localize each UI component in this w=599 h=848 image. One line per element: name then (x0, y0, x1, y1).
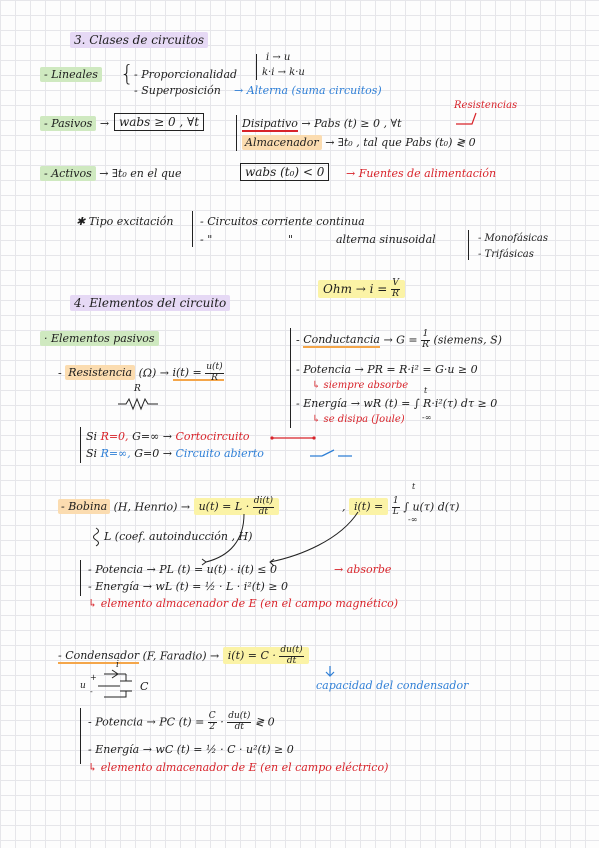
cap-sym-minus: - (90, 687, 93, 696)
almacenador-line: Almacenador → ∃t₀ , tal que Pabs (t₀) ≷ 0 (242, 137, 476, 148)
bobina-int-bot: -∞ (408, 515, 418, 524)
energia-r-top: t (424, 386, 428, 395)
energia-r: - Energía → wR (t) = ∫ R·i²(τ) dτ ≥ 0 (296, 397, 498, 410)
open-switch-icon (310, 450, 352, 456)
pasivos-label: - Pasivos → (40, 118, 109, 129)
resistencia-line: - Resistencia (Ω) → i(t) = $\frac{u(t)}{R}$ (58, 362, 223, 383)
resistencias-note: Resistencias (454, 100, 518, 111)
bobina-line: - Bobina (H, Henrio) → u(t) = L · $\frac{di(t)}{dt}$ (58, 497, 279, 518)
inductor-coil-icon (94, 528, 99, 546)
section-3-title: 3. Clases de circuitos (70, 34, 208, 46)
ditto-2: " (288, 233, 294, 246)
tipo-excitacion: ✱ Tipo excitación (76, 215, 174, 228)
monofasicas: - Monofásicas (478, 233, 548, 244)
siempre-absorbe: ↳ siempre absorbe (312, 380, 409, 391)
section-4-title: 4. Elementos del circuito (70, 297, 230, 309)
cap-sym-i: i (116, 660, 119, 670)
resistor-zigzag-icon (118, 399, 158, 409)
arrow-to-potencia-2 (270, 512, 358, 562)
activos-line: - Activos → ∃t₀ en el que (40, 168, 182, 179)
conductancia-line: - Conductancia → G = $\frac{1}{R}$ (siemens, S) (296, 329, 502, 350)
bobina-eq2: , i(t) = $\frac{1}{L}$ ∫ u(τ) d(τ) (342, 496, 460, 517)
bobina-absorbe: → absorbe (334, 563, 392, 576)
cond-potencia: - Potencia → PC (t) = $\frac{C}{2}$ · $\frac{du(t)}{dt}$ ≷ 0 (88, 711, 275, 732)
lineales-label: - Lineales (40, 69, 102, 80)
superposicion-text: - Superposición (134, 84, 221, 97)
elementos-pasivos: · Elementos pasivos (40, 333, 159, 344)
brace: { (120, 62, 134, 87)
prop-line-a: i → u (266, 52, 291, 63)
bobina-coef: L (coef. autoinducción , H) (104, 530, 253, 543)
ditto-1: - " (200, 233, 213, 246)
bobina-potencia: - Potencia → PL (t) = u(t) · i(t) ≤ 0 (88, 563, 277, 576)
prop-line-b: k·i → k·u (262, 67, 305, 78)
capacidad-note: capacidad del condensador (316, 679, 469, 692)
condensador-line: - Condensador (F, Faradio) → i(t) = C · $\frac{du(t)}{dt}$ (58, 646, 309, 667)
ohm-law: Ohm → i = $\frac{V}{R}$ (318, 279, 405, 300)
cond-energia: - Energía → wC (t) = ½ · C · u²(t) ≥ 0 (88, 743, 294, 756)
disipativo-line: Disipativo → Pabs (t) ≥ 0 , ∀t (242, 117, 402, 130)
trifasicas: - Trifásicas (478, 249, 534, 260)
energia-r-bot: -∞ (422, 413, 432, 422)
cap-sym-u: u (80, 681, 86, 691)
cap-sym-c: C (140, 680, 149, 693)
pasivos-box: wabs ≥ 0 , ∀t (114, 116, 204, 128)
activos-box: wabs (t₀) < 0 (240, 166, 329, 178)
si-abierto: Si R=∞, G=0 → Circuito abierto (86, 447, 264, 460)
alterna-note: → Alterna (suma circuitos) (234, 84, 382, 97)
capacidad-arrow (326, 666, 334, 676)
bobina-int-top: t (412, 482, 416, 491)
resistencias-arrow (456, 113, 476, 124)
alterna-sinusoidal: alterna sinusoidal (336, 233, 436, 246)
proporcionalidad-text: - Proporcionalidad (134, 68, 238, 81)
si-cortocircuito: Si R=0, G=∞ → Cortocircuito (86, 430, 250, 443)
fuentes-note: → Fuentes de alimentación (346, 167, 497, 180)
se-disipa: ↳ se disipa (Joule) (312, 414, 405, 425)
resistor-symbol-label: R (134, 384, 141, 394)
arrow-to-potencia-1 (206, 514, 244, 562)
bobina-energia: - Energía → wL (t) = ½ · L · i²(t) ≥ 0 (88, 580, 288, 593)
bobina-almacenador: ↳ elemento almacenador de E (en el campo magnético) (88, 597, 399, 610)
cap-sym-plus: + (90, 673, 97, 682)
corriente-continua: - Circuitos corriente continua (200, 215, 365, 228)
potencia-r: - Potencia → PR = R·i² = G·u ≥ 0 (296, 363, 478, 376)
cond-almacenador: ↳ elemento almacenador de E (en el campo eléctrico) (88, 761, 389, 774)
